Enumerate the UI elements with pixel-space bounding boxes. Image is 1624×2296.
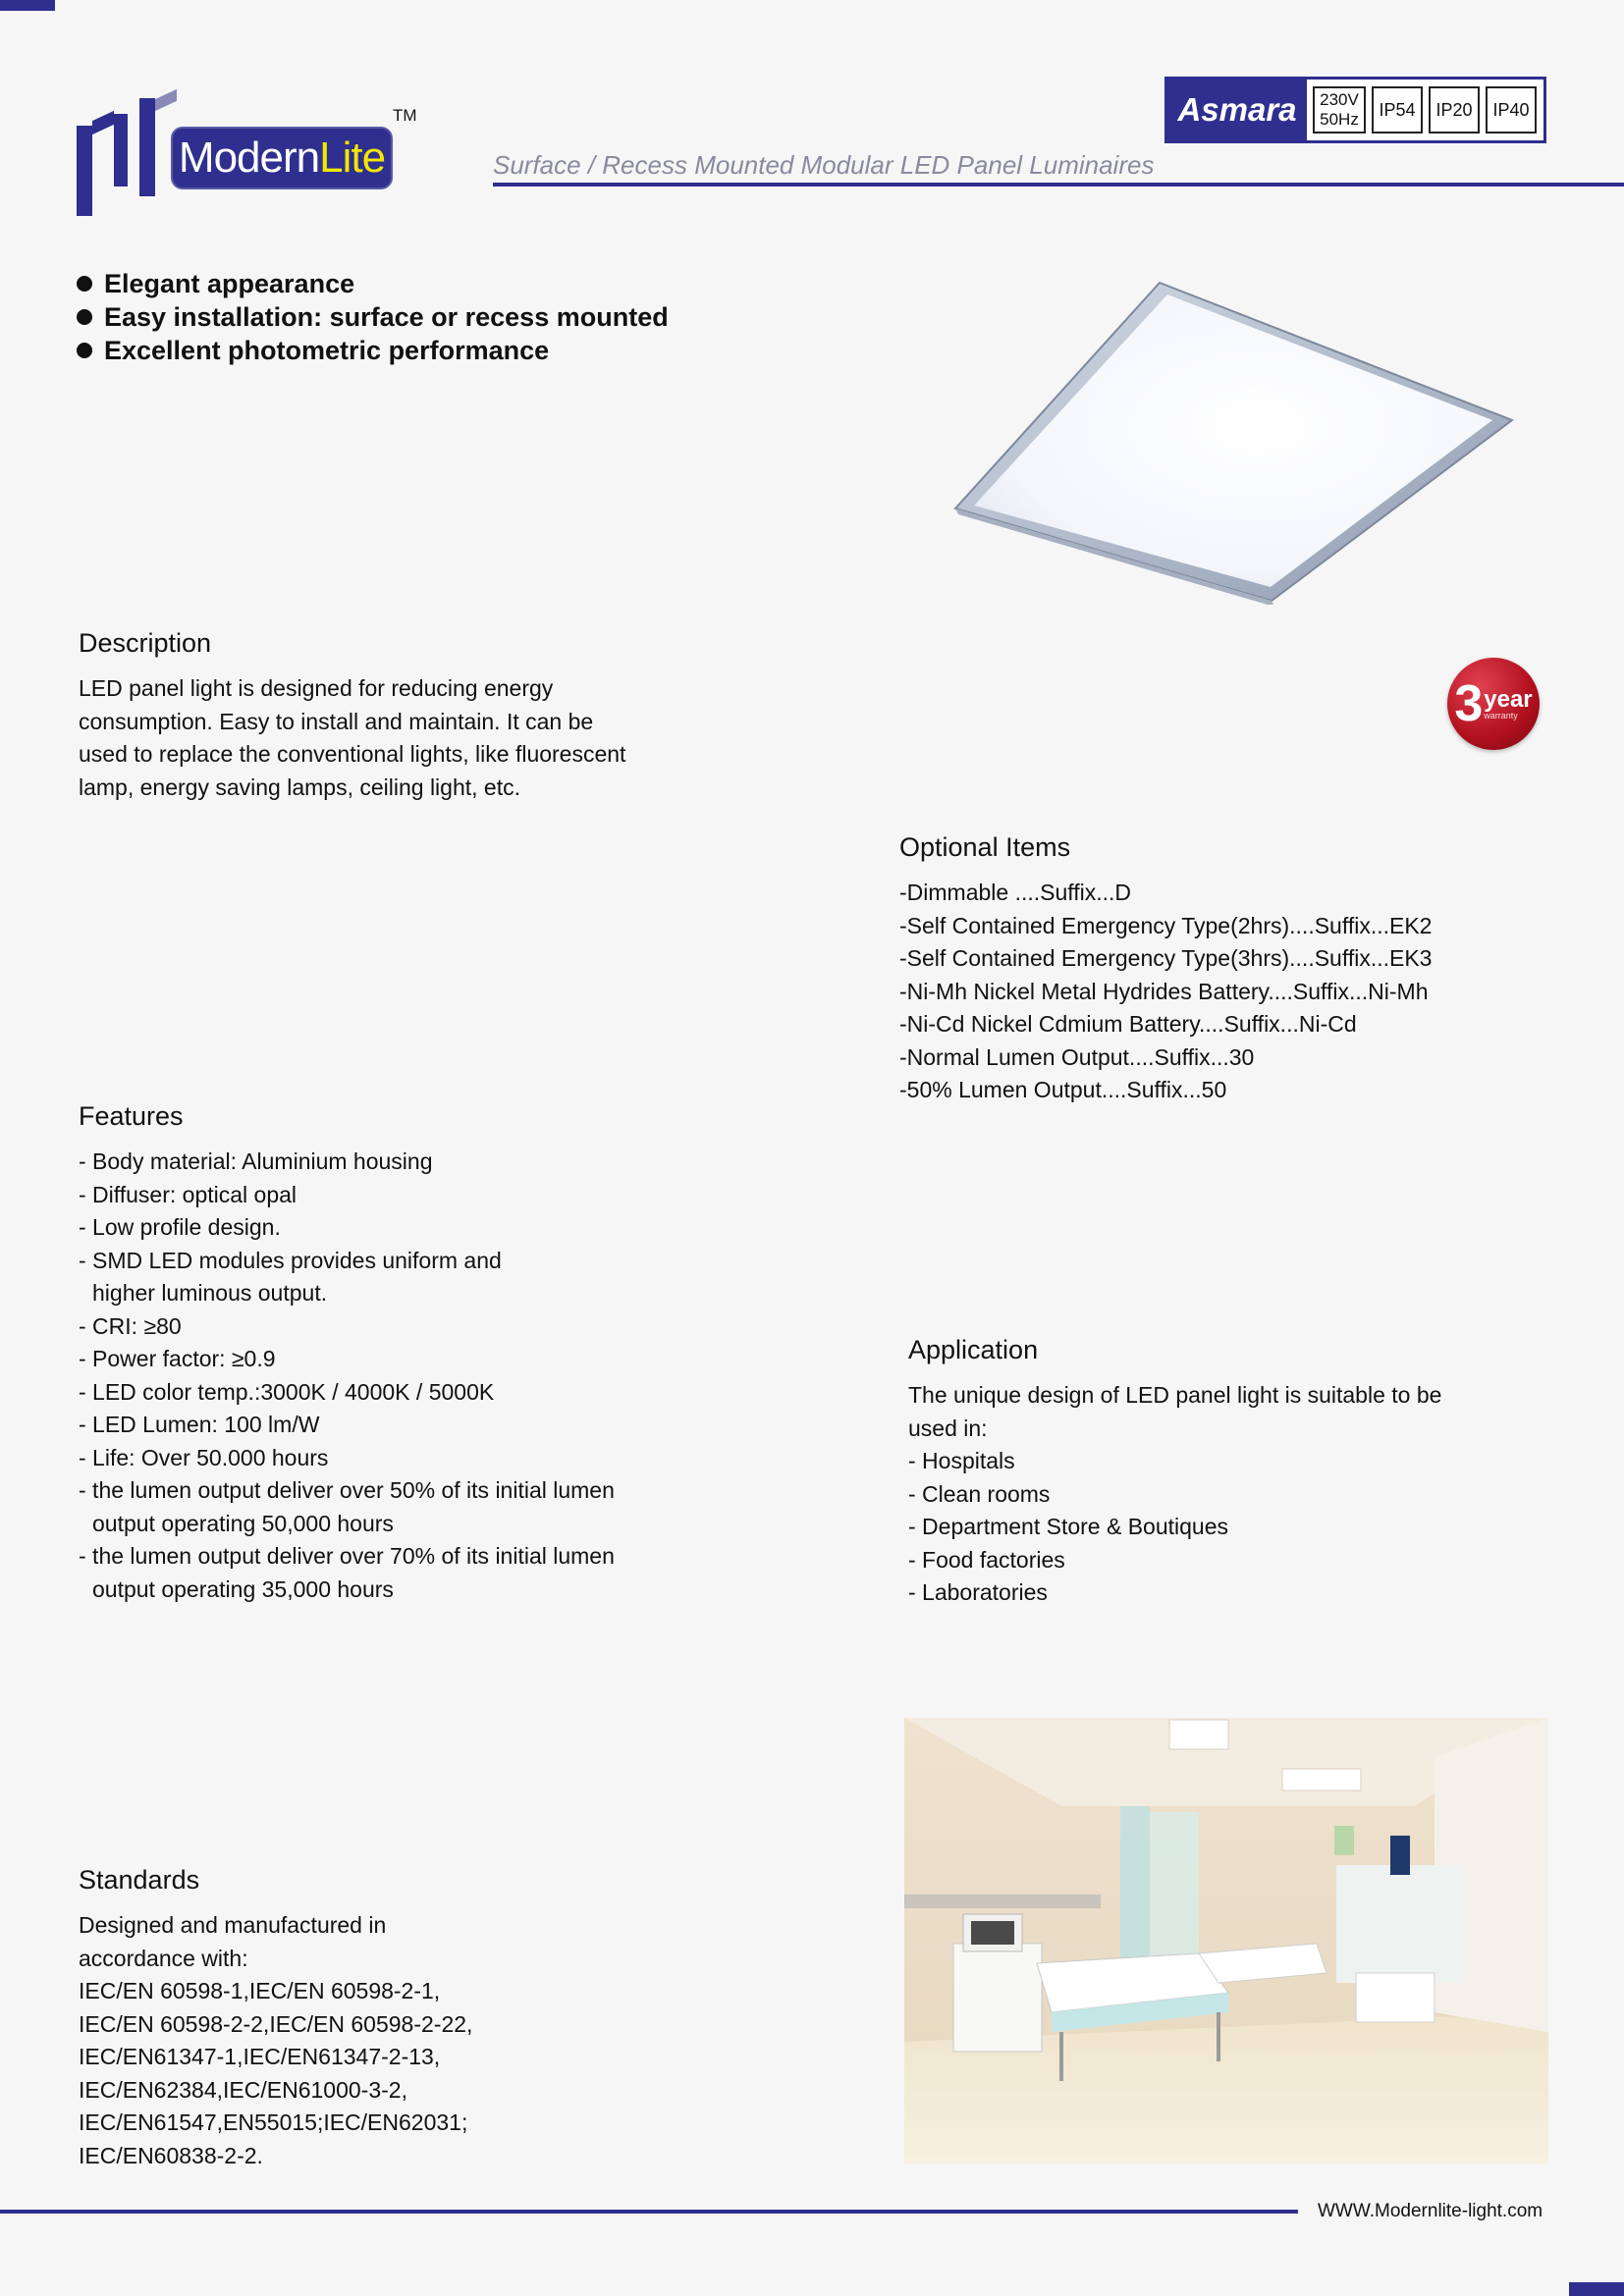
application-body: The unique design of LED panel light is suitable to be used in: - Hospitals - Clean rooms - Department Store & Boutiques - Food factories - Laboratories xyxy=(908,1379,1537,1610)
list-item: - LED Lumen: 100 lm/W xyxy=(79,1412,320,1437)
logo-bar-3-top xyxy=(155,89,177,111)
highlight-item: Elegant appearance xyxy=(77,267,669,300)
trademark-symbol: TM xyxy=(393,106,417,125)
product-badge-strip xyxy=(1164,77,1546,143)
logo-wordmark xyxy=(171,127,393,189)
optional-items-list xyxy=(899,877,1528,1107)
list-item: - Power factor: ≥0.9 xyxy=(79,1346,276,1371)
website-url: WWW.Modernlite-light.com xyxy=(1318,2201,1543,2221)
corner-mark-top xyxy=(0,0,55,11)
badge-voltage: 230V 50Hz xyxy=(1313,86,1366,133)
header-rule xyxy=(493,183,1624,187)
standards-body: Designed and manufactured in accordance with: IEC/EN 60598-1,IEC/EN 60598-2-1, IEC/EN 60598-2-2,IEC/EN 60598-2-22, IEC/EN61347-1,IEC/EN61347-2-13, IEC/EN62384,IEC/EN61000-3-2, IEC/EN61547,EN55015;IEC/EN62031; IEC/EN60838-2-2. xyxy=(79,1912,473,2168)
description-body: LED panel light is designed for reducing energy consumption. Easy to install and maintain. It can be used to replace the conventional lights, like fluorescent lamp, energy saving lamps, ceiling light, etc. xyxy=(79,675,626,800)
features-section xyxy=(79,1101,707,1606)
optional-items-title: Optional Items xyxy=(899,832,1071,862)
warranty-number: 3 xyxy=(1454,675,1484,732)
list-item: - Diffuser: optical opal xyxy=(79,1181,298,1207)
standards-section xyxy=(79,1865,628,2172)
badge-ip20: IP20 xyxy=(1429,86,1480,133)
list-item: - Low profile design. xyxy=(79,1214,281,1240)
standards-title: Standards xyxy=(79,1865,200,1895)
list-item: - Hospitals xyxy=(908,1448,1015,1473)
logo-bar-1-top xyxy=(92,111,114,134)
list-item: -Ni-Mh Nickel Metal Hydrides Battery....Suffix...Ni-Mh xyxy=(899,978,1429,1004)
bullet-icon xyxy=(77,309,92,325)
logo-word-modern: Modern xyxy=(178,133,320,182)
list-item: -Self Contained Emergency Type(2hrs)....Suffix...EK2 xyxy=(899,912,1433,938)
list-item: higher luminous output. xyxy=(92,1280,328,1306)
list-item: - Department Store & Boutiques xyxy=(908,1514,1228,1539)
list-item: - Food factories xyxy=(908,1546,1065,1573)
application-section xyxy=(908,1335,1537,1610)
list-item: -Dimmable ....Suffix...D xyxy=(899,880,1132,905)
list-item: - SMD LED modules provides uniform and xyxy=(79,1247,502,1273)
badge-ip54: IP54 xyxy=(1372,86,1423,133)
highlights-list xyxy=(77,267,669,367)
warranty-badge xyxy=(1447,658,1540,750)
logo-bar-2 xyxy=(114,114,128,187)
badge-ip40: IP40 xyxy=(1486,86,1537,133)
list-item: output operating 35,000 hours xyxy=(92,1575,394,1602)
highlight-item: Easy installation: surface or recess mounted xyxy=(77,300,669,334)
list-item: -Ni-Cd Nickel Cdmium Battery....Suffix...Ni-Cd xyxy=(899,1011,1357,1037)
corner-mark-bottom xyxy=(1569,2282,1624,2296)
optional-items-section xyxy=(899,832,1528,1107)
list-item: -Normal Lumen Output....Suffix...30 xyxy=(899,1043,1255,1070)
features-list xyxy=(79,1146,707,1606)
highlight-item: Excellent photometric performance xyxy=(77,334,669,367)
list-item: - Clean rooms xyxy=(908,1480,1051,1507)
list-item: -Self Contained Emergency Type(3hrs)....Suffix...EK3 xyxy=(899,945,1433,971)
modernlite-logo xyxy=(77,94,420,217)
logo-bar-1 xyxy=(77,126,92,216)
logo-bar-3 xyxy=(139,98,155,196)
list-item: - the lumen output deliver over 50% of its initial lumen xyxy=(79,1477,615,1503)
led-panel-image xyxy=(950,281,1520,605)
application-title: Application xyxy=(908,1335,1039,1364)
footer-rule xyxy=(0,2210,1298,2214)
hospital-room-photo xyxy=(904,1718,1548,2163)
description-title: Description xyxy=(79,628,212,658)
list-item: - the lumen output deliver over 70% of its initial lumen xyxy=(79,1543,615,1569)
list-item: - Life: Over 50.000 hours xyxy=(79,1444,329,1470)
list-item: -50% Lumen Output....Suffix...50 xyxy=(899,1077,1227,1102)
logo-word-lite: Lite xyxy=(319,133,386,182)
description-section xyxy=(79,628,697,804)
features-title: Features xyxy=(79,1101,184,1131)
list-item: - CRI: ≥80 xyxy=(79,1312,182,1339)
list-item: output operating 50,000 hours xyxy=(92,1510,394,1536)
warranty-text: year warranty xyxy=(1484,685,1533,721)
bullet-icon xyxy=(77,343,92,358)
product-subtitle: Surface / Recess Mounted Modular LED Panel Luminaires xyxy=(493,150,1155,180)
list-item: - Laboratories xyxy=(908,1579,1048,1605)
product-name: Asmara xyxy=(1167,80,1307,140)
bullet-icon xyxy=(77,276,92,292)
list-item: - LED color temp.:3000K / 4000K / 5000K xyxy=(79,1378,495,1405)
list-item: - Body material: Aluminium housing xyxy=(79,1148,433,1174)
